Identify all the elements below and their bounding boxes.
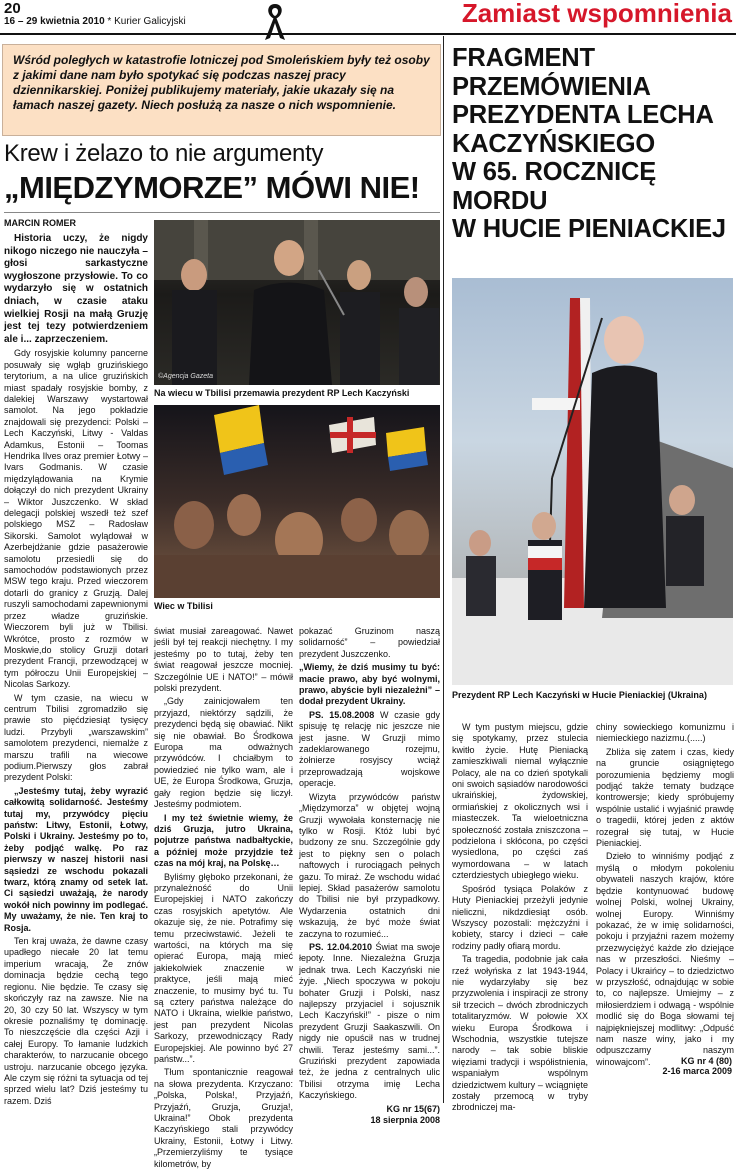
postscript-label: PS. 15.08.2008 [309, 709, 375, 720]
photo-tbilisi-rally [154, 405, 440, 598]
signature-date: 2-16 marca 2009 [662, 1066, 732, 1076]
body-paragraph: Byliśmy głęboko przekonani, że przynależność do Unii Europejskiej i NATO zakończy czas rosyjskich apetytów. Ale okazuje się, że nie. Potrafimy się temu przeciwstawić. Jeżeli te wartości, na których ma się opierać Europa, mają mieć jakiekolwiek znaczenie w praktyce, jeśli mają mieć znaczenie, to musimy być tu. Tu są cztery państwa należące do NATO i Ukraina, wielkie państwo, jest pan prezydent Nicolas Sarkozy, przewodniczący Rady Europejskiej. Ale powinno być 27 państw...”. [154, 871, 293, 1065]
body-paragraph: Dzieło to winniśmy podjąć z myślą o młodym pokoleniu obywateli naszych krajów, które będzie kontynuować budowę wolnej Polski, wolnej Ukrainy, wolnej Europy. Winniśmy pokazać, że w imię solidarności, pokoju i przyjaźni razem możemy przezwyciężyć każde zło dziejące nas w przeszłości. Nieśmy – Polacy i Ukraińcy – to dziedzictwo w przyszłość, odnajdując w sobie to, co najlepsze. Umiejmy – z miłosierdziem i odwagą - wspólnie modlić się do Boga słowami tej najpiękniejszej modlitwy: „Odpuść nam nasze winy, jako i my odpuszczamy naszym winowajcom”. [596, 851, 734, 1067]
lead-paragraph: Historia uczy, że nigdy nikogo niczego nie nauczyła – głosi sarkastyczne wygłoszone przysłowie. To co wydarzyło się w ostatnich dniach, w czasie ataku wielkiej Rosji na małą Gruzję jest tej tezy potwierdzeniem ale i... zaprzeczeniem. [4, 233, 148, 345]
photo-huta-pieniacka [452, 278, 733, 685]
title-line: MORDU [452, 186, 548, 215]
black-ribbon-icon [262, 2, 288, 42]
title-line: KACZYŃSKIEGO [452, 129, 656, 158]
photo-tbilisi-speech [154, 220, 440, 385]
body-paragraph: Wizyta przywódców państw „Międzymorza” w objętej wojną Gruzji wywołała konsternację nie tylko w Rosji. Któż lubi być budzony ze snu. Szczególnie gdy jest to piękny sen o polach naftowych i rurociągach pełnych gazu. To miraż. Ze wschodu widać lepiej. Skład pasażerów samolotu do Tbilisi nie był przypadkowy. Wydarzenia ostatnich dni wskazują, że być może świat zaczyna to rozumieć... [299, 791, 440, 939]
photo-caption: Prezydent RP Lech Kaczyński w Hucie Pieniackiej (Ukraina) [452, 690, 707, 700]
title-line: W HUCIE PIENIACKIEJ [452, 215, 726, 243]
issue-date: 16 – 29 kwietnia 2010 [4, 16, 105, 27]
article-column-3 [299, 626, 440, 1126]
right-column-1 [452, 722, 588, 1116]
quote-paragraph: I my też świetnie wiemy, że dziś Gruzja, jutro Ukraina, pojutrze państwa nadbałtyckie, a później może przyjdzie też czas na mój kraj, na Polskę… [154, 812, 293, 869]
photo-caption: Na wiecu w Tbilisi przemawia prezydent RP Lech Kaczyński [154, 388, 410, 398]
title-line: PRZEMÓWIENIA [452, 72, 651, 101]
intro-box: Wśród poległych w katastrofie lotniczej pod Smoleńskiem były też osoby z jakimi dane nam było spotykać się podczas naszej pracy dziennikarskiej. Poniżej publikujemy materiały, jakie ukazały się na łamach naszej gazety. Niech posłużą za nasze o nich wspomnienie. [2, 44, 441, 136]
postscript-text: Świat ma swoje łepoty. Inne. Niezależna Gruzja jednak trwa. Lech Kaczyński nie żyje. „Niech spoczywa w pokoju bohater Gruzji i Polski, nasz najlepszy przyjaciel i sojusznik Lech Kaczyński!” - pisze o nim prezydent Gruzji Saakaszwili. On nigdy nie opuścił nas w trudnej chwili. Teraz jesteśmy sami...”. Gruziński prezydent zapowiada też, że jedna z centralnych ulic Tbilisi otrzyma imię Lecha Kaczyńskiego. [299, 941, 440, 1101]
body-paragraph: Ten kraj uważa, że dawne czasy upadłego niecałe 20 lat temu imperium wracają, Że znów dominacja będzie cechą tego regionu. Nie będzie. Te czasy się skończyły raz na zawsze. Nie na 20, 30 czy 50 lat. Wszyscy w tym okresie poznaliśmy tę dominację. To nieszczęście dla części Azji i całej Europy. To łamanie ludzkich charakterów, to narzucanie obcego ustroju. narzucanie obcego języka. Ale czym się różni ta sytuacja od tej sprzed wielu lat? Dziś jesteśmy tu razem. Dziś [4, 936, 148, 1106]
title-line: PREZYDENTA LECHA [452, 101, 714, 129]
rally-crowd-illustration [154, 405, 440, 598]
signature-issue: KG nr 15(67) [386, 1103, 440, 1114]
headline-rule [4, 212, 440, 213]
source-signature [662, 1056, 732, 1076]
postscript-text: W czasie gdy spisuję tę relację nic jeszcze nie jest jasne. W Gruzji mimo zadeklarowanego rozejmu, żołnierze rosyjscy wciąż przeprowadzają wojskowe operacje. [299, 709, 440, 789]
section-title: Zamiast wspomnienia [461, 0, 732, 28]
author-byline: MARCIN ROMER [4, 218, 76, 228]
dateline-separator: * [107, 16, 112, 27]
title-line: FRAGMENT [452, 44, 595, 72]
speech-scene-illustration [154, 220, 440, 385]
header-rule [0, 33, 736, 35]
article-kicker: Krew i żelazo to nie argumenty [4, 140, 324, 167]
body-paragraph: Tłum spontanicznie reagował na słowa prezydenta. Krzyczano: „Polska, Polska!, Przyjaźń, Przyjaźń, Gruzja, Gruzja!, Ukraina!” Obok prezydenta Kaczyńskiego stali przywódcy Ukrainy, Estonii, Łotwy i Litwy. „Przemierzyliśmy te tysiące kilometrów, by [154, 1067, 293, 1169]
article-headline: „MIĘDZYMORZE” MÓWI NIE! [4, 170, 420, 205]
signature-issue: KG nr 4 (80) [680, 1056, 732, 1066]
body-paragraph: „Gdy zainicjowałem ten przyjazd, niektórzy sądzili, że prezydenci będą się obawiać. Nikt się nie obawiał. Bo Środkowa Europa ma odważnych przywódców. I chciałbym to powiedzieć nie tylko wam, ale i UE, że Europa Środkowa, Gruzja, gały region będzie się liczył. Jesteśmy podmiotem. [154, 696, 293, 810]
postscript-label: PS. 12.04.2010 [309, 941, 373, 952]
ceremony-scene-illustration [452, 278, 733, 685]
body-paragraph: Ta tragedia, podobnie jak cała rzeź wołyńska z lat 1943-1944, nie wydarzyłaby się bez przyzwolenia i inspiracji ze strony sił trzecich – dwóch zbrodniczych totalitaryzmów. W połowie XX wieku Europa Środkowa i Wschodnia, wszystkie tutejsze narody – tak sobie bliskie więziami tradycji i współistnienia, wspaniałym wspólnym dziedzictwem kultury – wciągnięte zostały przemocą w tryby zbrodniczej ma- [452, 954, 588, 1113]
issue-dateline [4, 16, 186, 27]
body-paragraph: Zbliża się zatem i czas, kiedy na gruncie osiągniętego porozumienia będziemy mogli podjąć także tematy budzące kontrowersje; kiedy spróbujemy wspólnie ustalić i wyjaśnić prawdę o tragedii, której jeden z aktów rozegrał się tutaj, w Hucie Pieniackiej. [596, 746, 734, 849]
body-paragraph: W tym czasie, na wiecu w centrum Tbilisi zgromadziło się prawie sto pięćdziesiąt tysięcy ludzi. Przybyli „warszawskim” samolotem prezydenci, niemalże z marszu trafili na wiecowe podium.Pierwszy głos zabrał prezydent Polski: [4, 692, 148, 783]
article-column-2 [154, 626, 293, 1172]
photo-caption: Wiec w Tbilisi [154, 601, 213, 611]
body-paragraph: pokazać Gruzinom naszą solidarność” – powiedział prezydent Juszczenko. [299, 626, 440, 659]
photo-credit: ©Agencja Gazeta [158, 373, 213, 380]
postscript-paragraph [299, 710, 440, 790]
signature-date: 18 sierpnia 2008 [370, 1115, 440, 1126]
publication-name: Kurier Galicyjski [114, 16, 186, 27]
body-paragraph: chiny sowieckiego komunizmu i niemieckiego nazizmu.(.....) [596, 722, 734, 744]
body-paragraph: Gdy rosyjskie kolumny pancerne posuwały się wgłąb gruzińskiego terytorium, a na ulice gruzińskich miast spadały rosyjskie bomby, z dalekiej Warszawy wystartował samolot. Na jego pokładzie znajdowali się prezydenci: Polski – Lech Kaczyński, Litwy - Valdas Adamkus, Estonii – Toomas Hendrika Ilves oraz premier Łotwy – Ivars Godmanis. W czasie międzylądowania na Krymie dołączył do nich prezydent Ukrainy – Wiktor Juszczenko. W skład delegacji polskiej wszedł też szef polskiego MSZ – Radosław Sikorski. Samolot wylądował w Azerbejdżanie gdzie pasażerowie samolotu przesiedli się do samochodów podstawionych przez MSW tego kraju. Przed wieczorem dotarli do granicy z Gruzją. Dalej ruszyli samochodami zapewnionymi przez władze gruzińskie. Wieczorem byli już w Tbilisi. Wkrótce, prosto z rozmów w Moskwie,do stolicy Gruzji dotarł prezydent Francji, przewodzącej w tym półroczu Unii Europejskiej – Nicolas Sarkozy. [4, 348, 148, 690]
body-paragraph: W tym pustym miejscu, gdzie się spotykamy, przez stulecia kwitło życie. Hutę Pieniacką zamieszkiwali niemal wyłącznie Polacy, ale na co dzień spotykali oni swoich sąsiadów narodowości ukraińskiej, żydowskiej, ormiańskiej z okolicznych wsi i miasteczek. Ta wieloetniczna społeczność została zniszczona – podzielona i skłócona, po części wysiedlona, po części zaś wymordowana – w latach czterdziestych ubiegłego wieku. [452, 722, 588, 881]
source-signature [299, 1104, 440, 1127]
title-line: W 65. ROCZNICĘ [452, 158, 657, 186]
article-column-1 [4, 233, 148, 1109]
body-paragraph: Spośród tysiąca Polaków z Huty Pieniackiej przeżyli jedynie nieliczni, nikdzdiesiąt osób. Wszyscy pozostali: mężczyźni i kobiety, starcy i dzieci – całe rodziny padły ofiarą mordu. [452, 883, 588, 951]
right-article-title [452, 44, 734, 244]
postscript-paragraph [299, 942, 440, 1102]
body-paragraph: świat musiał zareagować. Nawet jeśli był tej reakcji niechętny. I my jesteśmy po to tutaj, żeby ten świat reagował jeszcze mocniej. Szczególnie UE i NATO!” – mówił polski prezydent. [154, 626, 293, 694]
quote-paragraph: „Jesteśmy tutaj, żeby wyrazić całkowitą solidarność. Jesteśmy tutaj my, przywódcy pięciu państw: Litwy, Estonii, Łotwy, Polski i Ukrainy. Jesteśmy po to, żeby podjąć walkę. Po raz pierwszy w naszej historii nasi sąsiedzi ze wschodu pokazali twarz, którą znamy od setek lat. Ci sąsiedzi uważają, że narody wokół nich powinny im podlegać. My uważamy, że nie. Ten kraj to Rosja. [4, 785, 148, 933]
quote-paragraph: „Wiemy, że dziś musimy tu być: macie prawo, aby być wolnymi, prawo, abyście byli niezależni” – dodał prezydent Ukrainy. [299, 662, 440, 707]
page-number: 20 [4, 0, 21, 17]
column-divider [443, 36, 444, 1103]
right-column-2 [596, 722, 734, 1070]
